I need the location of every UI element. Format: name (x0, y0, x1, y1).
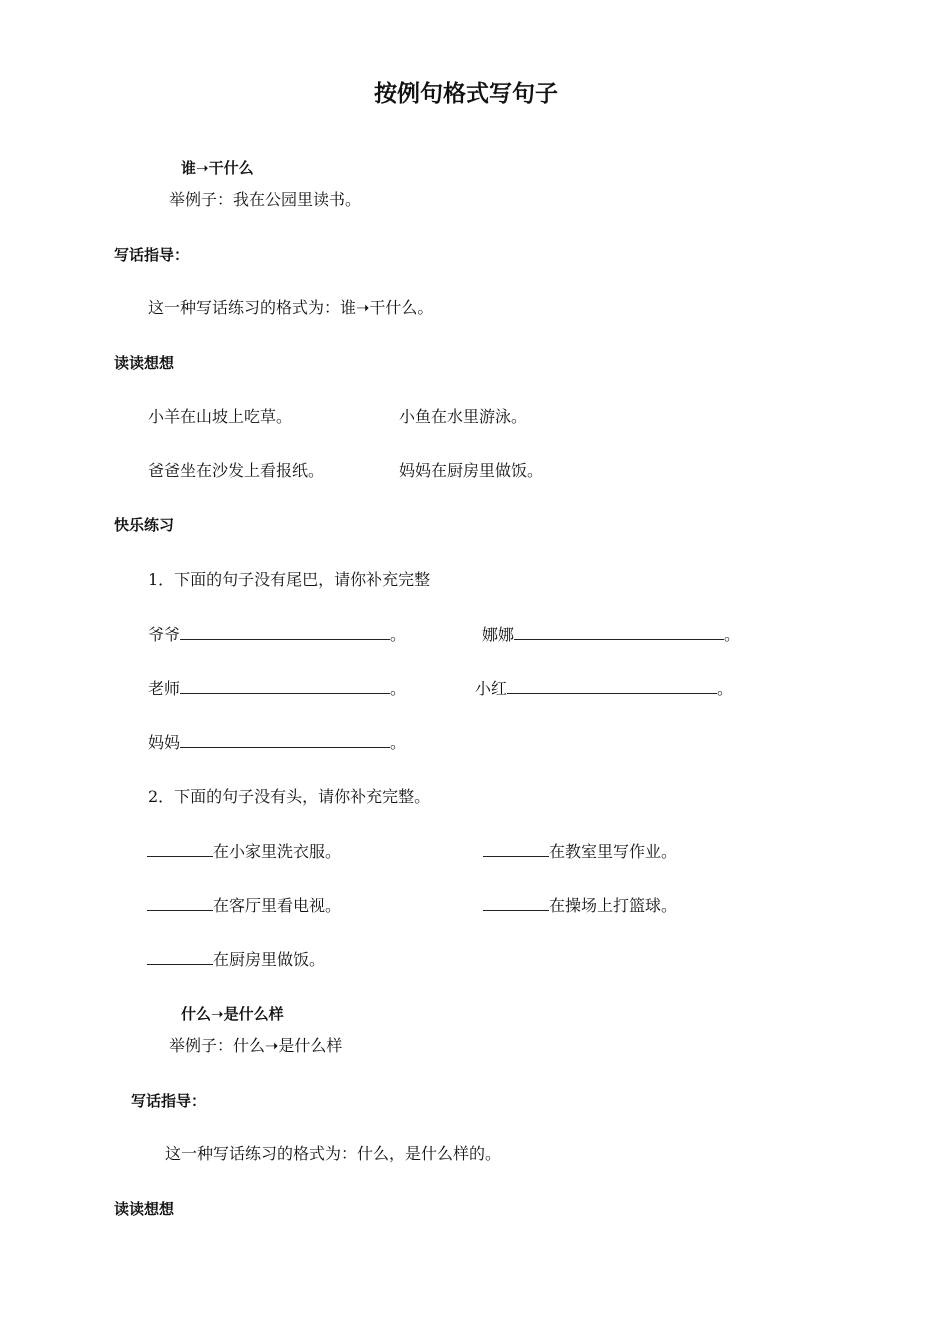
answer-blank[interactable] (483, 841, 549, 857)
answer-blank[interactable] (180, 678, 390, 694)
read-sentence: 爸爸坐在沙发上看报纸。 (148, 461, 325, 480)
sentence-subject: 小红 (475, 679, 508, 698)
pattern-heading-2: 什么➝是什么样 (181, 1005, 284, 1023)
answer-blank[interactable] (180, 624, 390, 640)
read-heading-2: 读读想想 (114, 1200, 175, 1218)
sentence-rest: 在教室里写作业。 (549, 842, 678, 861)
sentence-end: 。 (717, 679, 734, 698)
pattern-heading-1: 谁➝干什么 (181, 159, 254, 177)
fill-sentence (475, 678, 733, 699)
answer-blank[interactable] (514, 624, 724, 640)
read-heading-1: 读读想想 (114, 354, 175, 372)
read-sentence: 小羊在山坡上吃草。 (148, 407, 293, 426)
fill-sentence (147, 841, 341, 862)
answer-blank[interactable] (147, 895, 213, 911)
question-1: 1．下面的句子没有尾巴，请你补充完整 (148, 570, 431, 589)
sentence-rest: 在小家里洗衣服。 (213, 842, 342, 861)
sentence-rest: 在厨房里做饭。 (213, 950, 326, 969)
sentence-end: 。 (390, 625, 407, 644)
sentence-rest: 在操场上打篮球。 (549, 896, 678, 915)
fill-sentence (483, 841, 677, 862)
answer-blank[interactable] (507, 678, 717, 694)
answer-blank[interactable] (483, 895, 549, 911)
guide-heading-2: 写话指导： (131, 1092, 207, 1110)
example-sentence-1: 举例子：我在公园里读书。 (169, 190, 362, 209)
read-sentence: 小鱼在水里游泳。 (399, 407, 528, 426)
sentence-end: 。 (390, 679, 407, 698)
sentence-subject: 爷爷 (148, 625, 181, 644)
fill-sentence (482, 624, 740, 645)
fill-sentence (483, 895, 677, 916)
answer-blank[interactable] (147, 949, 213, 965)
guide-text-2: 这一种写话练习的格式为：什么，是什么样的。 (165, 1144, 502, 1163)
fill-sentence (148, 732, 406, 753)
example-sentence-2: 举例子：什么➝是什么样 (169, 1036, 343, 1055)
question-2: 2．下面的句子没有头，请你补充完整。 (148, 787, 431, 806)
fill-sentence (148, 678, 406, 699)
fill-sentence (147, 949, 325, 970)
sentence-subject: 娜娜 (482, 625, 515, 644)
guide-text-1: 这一种写话练习的格式为：谁➝干什么。 (148, 298, 434, 317)
sentence-rest: 在客厅里看电视。 (213, 896, 342, 915)
answer-blank[interactable] (180, 732, 390, 748)
sentence-end: 。 (390, 733, 407, 752)
read-sentence: 妈妈在厨房里做饭。 (399, 461, 544, 480)
practice-heading: 快乐练习 (114, 516, 175, 534)
fill-sentence (147, 895, 341, 916)
guide-heading-1: 写话指导： (114, 246, 190, 264)
page-title: 按例句格式写句子 (374, 81, 558, 107)
sentence-end: 。 (724, 625, 741, 644)
sentence-subject: 老师 (148, 679, 181, 698)
answer-blank[interactable] (147, 841, 213, 857)
sentence-subject: 妈妈 (148, 733, 181, 752)
fill-sentence (148, 624, 406, 645)
